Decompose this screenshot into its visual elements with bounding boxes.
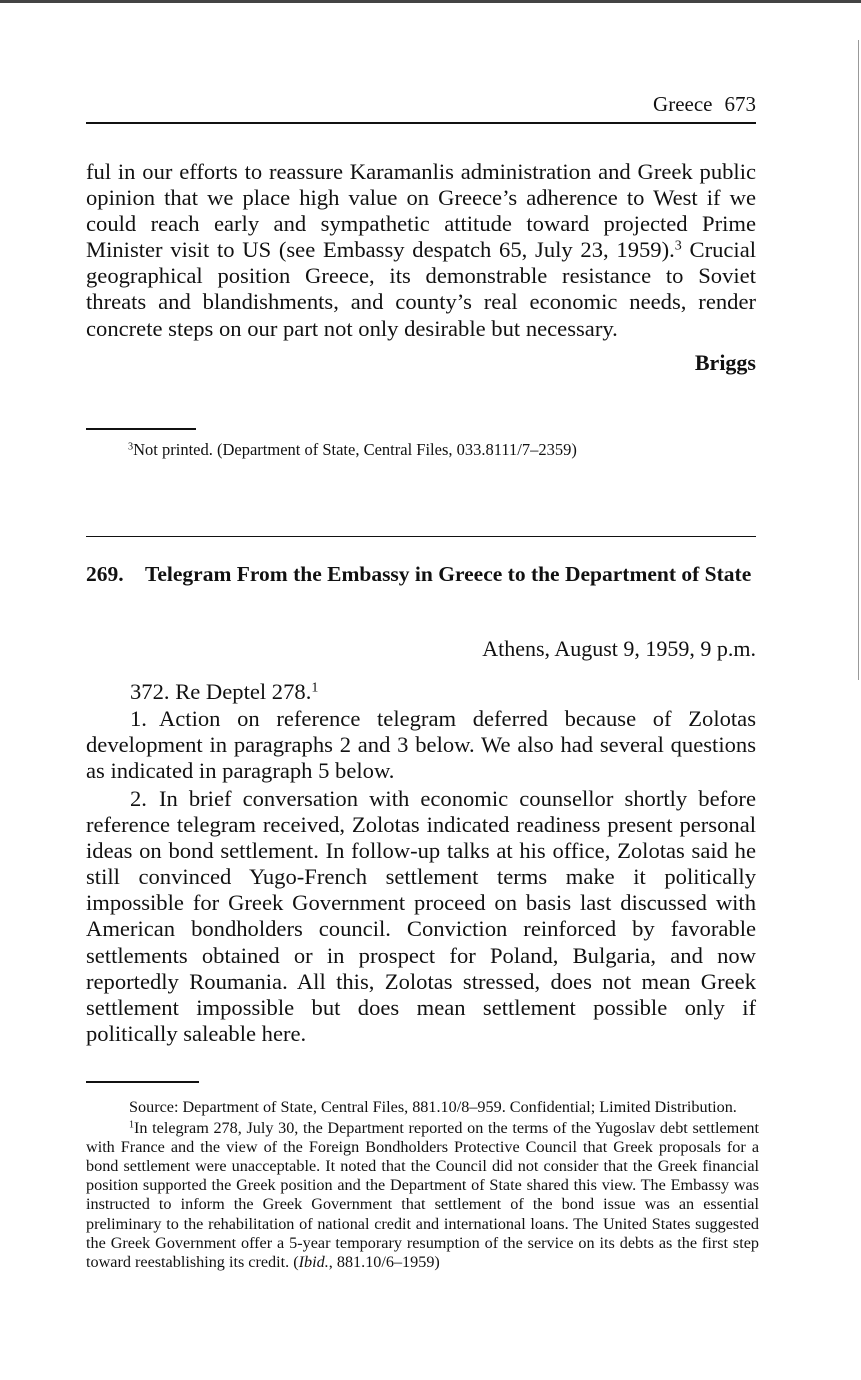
footnote-1-ibid: Ibid. [298,1252,329,1271]
paragraph-text: In brief conversation with economic counsellor shortly before reference telegram received, Zolotas indicated readiness present personal ideas on bond settlement. In follow-up talks at his office, Zolotas said he still convinced Yugo-French settlement terms make it politically impossible for Greek Government proceed on basis last discussed with American bondholders council. Conviction reinforced by favorable settlements obtained or in prospect for Poland, Bulgaria, and now reportedly Roumania. All this, Zolotas stressed, does not mean Greek settlement impossible but does mean settlement possible only if politically saleable here. [86,786,756,1046]
paragraph-number: 1. [130,706,147,731]
footnote-rule [86,1081,199,1083]
footnote-3-marker: 3 [128,441,134,453]
footnote-3 [128,440,748,460]
document-title: Telegram From the Embassy in Greece to the Department of State [145,562,752,586]
reference-text: 372. Re Deptel 278. [130,679,312,704]
paragraph-1 [86,706,756,784]
header-text [653,92,756,117]
footnote-1-marker: 1 [129,1119,135,1131]
footnotes [86,1098,759,1272]
dateline: Athens, August 9, 1959, 9 p.m. [482,636,756,661]
source-note: Source: Department of State, Central Files, 881.10/8–959. Confidential; Limited Distribution. [129,1098,737,1116]
paragraph-text: Action on reference telegram deferred because of Zolotas development in paragraphs 2 and 3 below. We also had several questions as indicated in paragraph 5 below. [86,706,756,784]
paragraph-2 [86,786,756,1047]
section-divider [86,536,756,537]
header-page-number: 673 [724,92,756,116]
document-heading [86,560,756,588]
footnote-3-text: Not printed. (Department of State, Central Files, 033.8111/7–2359) [133,440,577,459]
running-header [86,92,756,124]
footnote-marker-3: 3 [674,238,682,254]
telegram-reference [130,679,318,705]
page-right-edge [858,40,859,680]
header-section: Greece [653,92,713,116]
page-top-edge [0,0,861,3]
paragraph-number: 2. [130,786,147,811]
footnote-rule [86,428,196,430]
footnote-1 [86,1119,759,1272]
continuation-text: ful in our efforts to reassure Karamanlis administration and Greek public opinion that we place high value on Greece’s adherence to West if we could reach early and sympathetic attitude toward projected Prime Minister visit to US (see Embassy despatch 65, July 23, 1959). [86,159,756,263]
footnote-1-text: In telegram 278, July 30, the Department reported on the terms of the Yugoslav debt settlement with France and the view of the Foreign Bondholders Protective Council that Greek proposals for a bond settlement were unacceptable. It noted that the Council did not consider that the Greek financial position supported the Greek position and the Department of State shared this view. The Embassy was instructed to inform the Greek Government that settlement of the bond issue was an essential preliminary to the rehabilitation of national credit and international loans. The United States suggested the Greek Government offer a 5-year temporary resumption of the service on its debts as the first step toward reestablishing its credit. ( [86,1119,759,1271]
signature: Briggs [694,350,756,375]
document-number: 269. [86,562,124,586]
footnote-1-tail: , 881.10/6–1959) [328,1252,440,1271]
continuation-paragraph [86,159,756,342]
continuation-text-after: Crucial geographical position Greece, its demonstrable resistance to Soviet threats and blandishments, and county’s real economic needs, render concrete steps on our part not only desirable but necessary. [86,237,756,341]
reference-footnote-marker: 1 [311,680,319,696]
